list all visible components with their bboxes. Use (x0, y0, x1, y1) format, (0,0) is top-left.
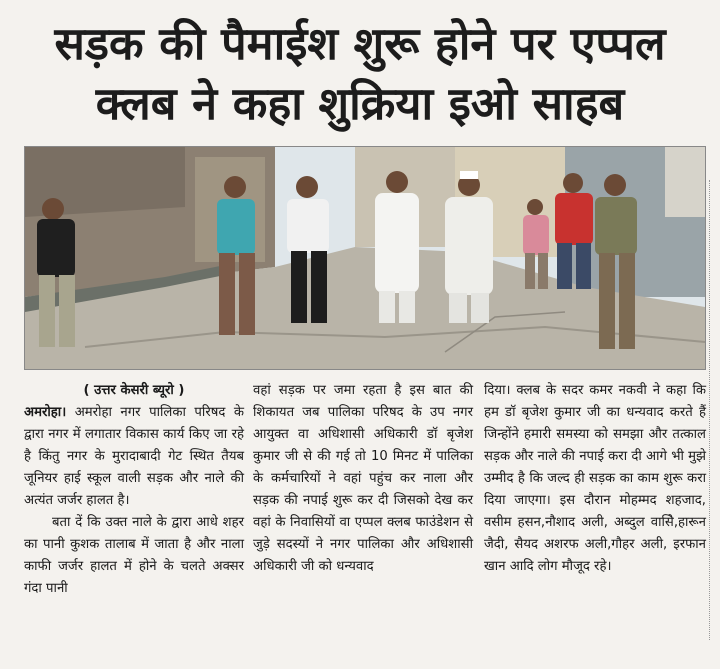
street-scene-illustration (25, 147, 705, 369)
article-column-2 (253, 380, 473, 578)
article-paragraph-3: वहां सड़क पर जमा रहता है इस बात की शिकायत जब पालिका परिषद के उप नगर आयुक्त वा अधिशासी अधिकारी डॉ बृजेश कुमार जी से की गई तो 10 मिनट में पालिका के कर्मचारियों ने वहां पहुंच कर नाला और सड़क की नपाई शुरू कर दी जिसको देख कर वहां के निवासियों वा एप्पल क्लब फाउंडेशन से जुड़े सदस्यों ने नगर पालिका और अधिशासी अधिकारी जी को धन्यवाद (253, 383, 473, 574)
paragraph-1-text: अमरोहा नगर पालिका परिषद के द्वारा नगर में लगातार विकास कार्य किए जा रहे है किंतु नगर के मुरादाबादी गेट स्थित तैयब जूनियर हाई स्कूल वाली सड़क और नाले की अत्यंत जर्जर हालत है। (24, 405, 244, 508)
byline: ( उत्तर केसरी ब्यूरो ) (83, 383, 185, 398)
dateline: अमरोहा। (24, 405, 67, 420)
page-edge-fold (709, 180, 720, 640)
news-photo (24, 146, 706, 370)
article-column-1 (24, 380, 244, 600)
headline (0, 14, 720, 134)
article-paragraph-2: बता दें कि उक्त नाले के द्वारा आधे शहर का पानी कुशक तालाब में जाता है और नाला काफी जर्जर हालत में होने के चलते अक्सर गंदा पानी (24, 515, 244, 596)
headline-line-1: सड़क की पैमाईश शुरू होने पर एप्पल (54, 17, 666, 70)
article-paragraph-4: दिया। क्लब के सदर कमर नकवी ने कहा कि हम डॉ बृजेश कुमार जी का धन्यवाद करते हैं जिन्होंने हमारी समस्या को समझा और तत्काल सड़क और नाले की नपाई करा दी आगे भी मुझे उम्मीद है कि जल्द ही सड़क का काम शुरू करा दिया जाएगा। इस दौरान मोहम्मद शहजाद, वसीम हसन,नौशाद अली, अब्दुल वासिे,हारून जैदी, सैयद अशरफ अली,गौहर अली, इरफान खान आदि लोग मौजूद रहे। (484, 383, 706, 574)
article-paragraph-1 (24, 402, 244, 512)
headline-line-2: क्लब ने कहा शुक्रिया इओ साहब (95, 77, 625, 130)
article-column-3 (484, 380, 706, 578)
